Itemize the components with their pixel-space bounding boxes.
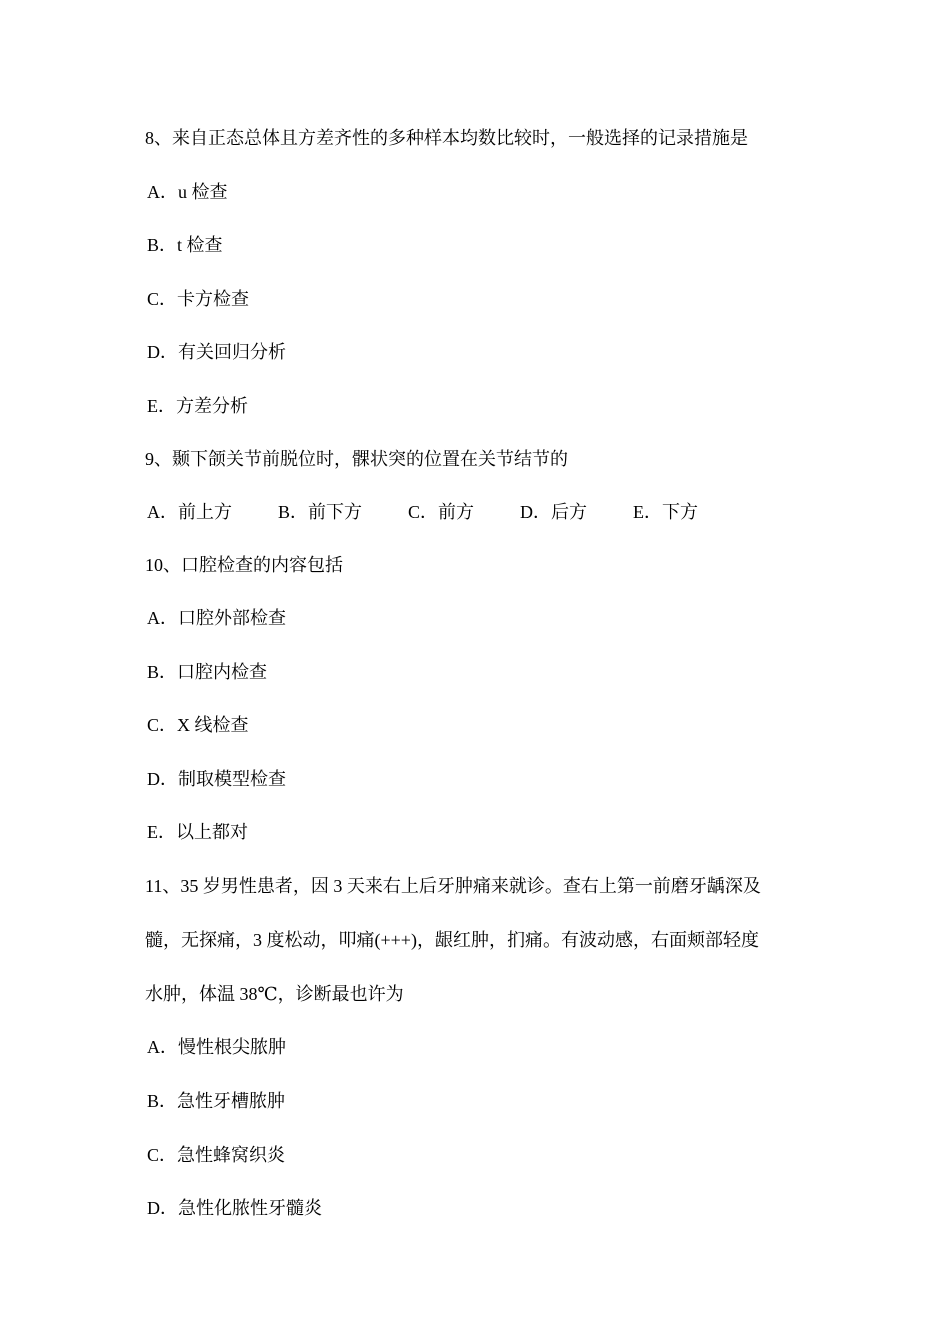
question-8-option-d: D．有关回归分析 bbox=[147, 342, 286, 362]
question-9-option-a: A．前上方 bbox=[147, 502, 232, 522]
question-9-stem: 9、颞下颌关节前脱位时，髁状突的位置在关节结节的 bbox=[145, 449, 568, 469]
question-9-option-c: C．前方 bbox=[408, 502, 475, 522]
question-10-option-b: B．口腔内检查 bbox=[147, 662, 268, 682]
question-8-option-c: C．卡方检查 bbox=[147, 289, 250, 309]
question-9-option-d: D．后方 bbox=[520, 502, 588, 522]
question-8-stem: 8、来自正态总体且方差齐性的多种样本均数比较时，一般选择的记录措施是 bbox=[145, 128, 748, 148]
question-9-option-e: E．下方 bbox=[633, 502, 699, 522]
question-8-option-e: E．方差分析 bbox=[147, 396, 248, 416]
question-11-option-b: B．急性牙槽脓肿 bbox=[147, 1091, 286, 1111]
question-10-option-c: C．X 线检查 bbox=[147, 715, 249, 735]
question-8-option-b: B．t 检查 bbox=[147, 235, 223, 255]
question-9-option-b: B．前下方 bbox=[278, 502, 363, 522]
question-11-stem-line-2: 髓，无探痛，3 度松动，叩痛(+++)，龈红肿，扪痛。有波动感，右面颊部轻度 bbox=[145, 930, 759, 950]
question-10-stem: 10、口腔检查的内容包括 bbox=[145, 555, 343, 575]
question-10-option-d: D．制取模型检查 bbox=[147, 769, 286, 789]
question-11-option-d: D．急性化脓性牙髓炎 bbox=[147, 1198, 322, 1218]
question-10-option-e: E．以上都对 bbox=[147, 822, 248, 842]
question-11-stem-line-1: 11、35 岁男性患者，因 3 天来右上后牙肿痛来就诊。查右上第一前磨牙龋深及 bbox=[145, 876, 761, 896]
question-8-option-a: A．u 检查 bbox=[147, 182, 228, 202]
question-10-option-a: A．口腔外部检查 bbox=[147, 608, 286, 628]
question-11-option-a: A．慢性根尖脓肿 bbox=[147, 1037, 286, 1057]
question-11-option-c: C．急性蜂窝织炎 bbox=[147, 1145, 286, 1165]
question-11-stem-line-3: 水肿，体温 38℃，诊断最也许为 bbox=[145, 984, 404, 1004]
question-9-options-row bbox=[147, 500, 698, 524]
